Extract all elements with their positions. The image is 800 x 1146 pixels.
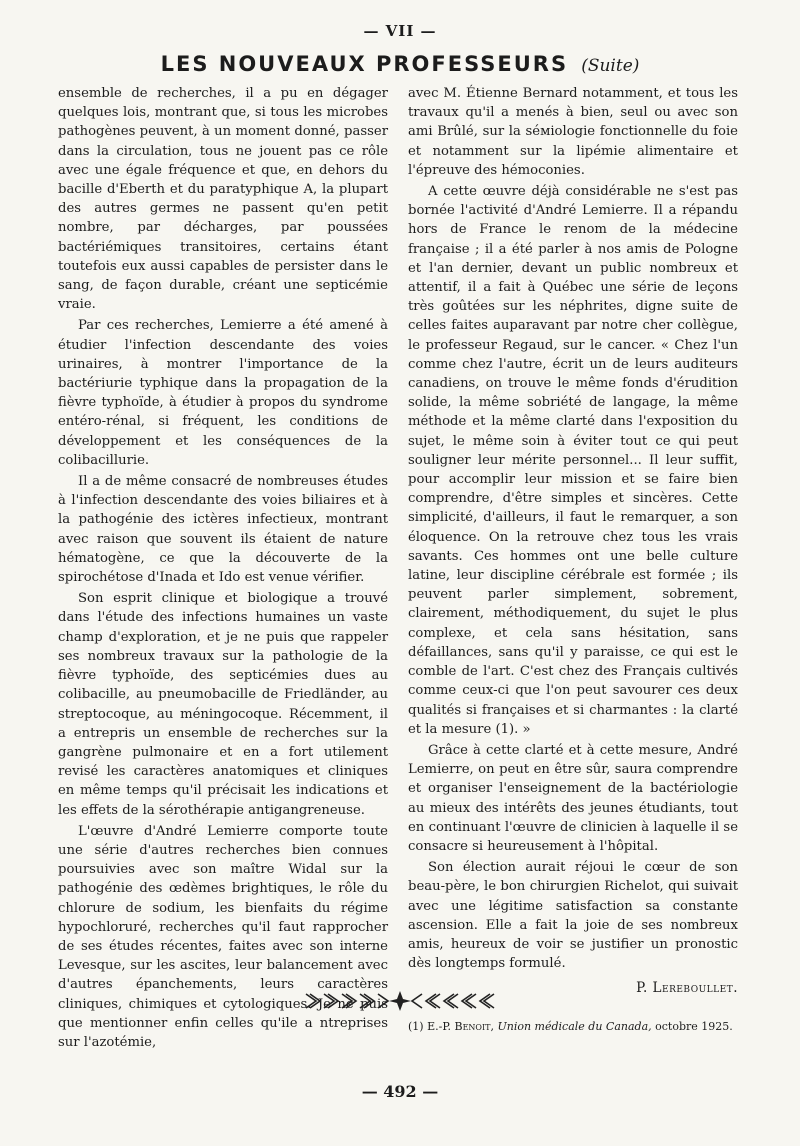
author-signature: P. Lereboullet. xyxy=(636,980,738,997)
article-header xyxy=(0,52,800,76)
left-column xyxy=(58,84,388,1054)
footnote-author: E.-P. Benoit, xyxy=(427,1019,494,1033)
paragraph: Il a de même consacré de nombreuses études à l'infection descendante des voies biliaires et à la pathogénie des ictères infectieux, montrant avec raison que souvent ils étaient de nature hématogène, ce que la découverte de la spirochétose d'Inada et Ido est venue vérifier. xyxy=(58,474,388,586)
footnote-source: Union médicale du Canada, xyxy=(497,1019,652,1033)
paragraph: Son élection aurait réjoui le cœur de son beau-père, le bon chirurgien Richelot, qui suivait avec une légitime satisfaction sa constante ascension. Elle a fait la joie de ses nombreux amis, heureux de voir se justifier un pronostic dès longtemps formulé. xyxy=(408,860,738,972)
article-subtitle: (Suite) xyxy=(581,56,640,76)
paragraph: Son esprit clinique et biologique a trouvé dans l'étude des infections humaines un vaste champ d'exploration, et je ne puis que rappeler ses nombreux travaux sur la pathologie de la fièvre typhoïde, des septicémies dues au colibacille, au pneumobacille de Friedländer, au streptocoque, au méningocoque. Récemment, il a entrepris un ensemble de recherches sur la gangrène pulmonaire et en a fort utilement revisé les caractères anatomiques et cliniques en même temps qu'il précisait les indications et les effets de la sérothérapie antigangreneuse. xyxy=(58,591,388,818)
paragraph: Par ces recherches, Lemierre a été amené à étudier l'infection descendante des voies urinaires, à montrer l'importance de la bactériurie typhique dans la propagation de la fièvre typhoïde, à étudier à propos du syndrome entéro-rénal, si fréquent, les conditions de développement et les conséquences de la colibacillurie. xyxy=(58,318,388,468)
bottom-page-number: — 492 — xyxy=(361,1082,439,1101)
right-column xyxy=(408,84,738,1036)
paragraph: avec M. Étienne Bernard notamment, et tous les travaux qu'il a menés à bien, seul ou avec son ami Brûlé, sur la séміologie fonctionnelle du foie et notamment sur la lipémie alimentaire et l'épreuve des hémoconies. xyxy=(408,86,738,178)
footnote xyxy=(408,1017,738,1036)
footnote-date: octobre 1925. xyxy=(655,1019,733,1033)
paragraph: Grâce à cette clarté et à cette mesure, André Lemierre, on peut en être sûr, saura comprendre et organiser l'enseignement de la bactériologie au mieux des intérêts des jeunes étudiants, tout en continuant l'œuvre de clinicien à laquelle il se consacre si heureusement à l'hôpital. xyxy=(408,742,738,854)
paragraph: A cette œuvre déjà considérable ne s'est pas bornée l'activité d'André Lemierre. Il a répandu hors de France le renom de la médecine française ; il a été parler à nos amis de Pologne et l'an dernier, devant un public nombreux et attentif, il a fait à Québec une série de leçons très goûtées sur les néphrites, digne suite de celles faites auparavant par notre cher collègue, le professeur Regaud, sur le cancer. « Chez l'un comme chez l'autre, écrit un de leurs auditeurs canadiens, on trouve le même fonds d'érudition solide, la même sobriété de langage, la même méthode et la même clarté dans l'exposition du sujet, le même soin à éviter tout ce qui peut souligner leur mérite personnel... Il leur suffit, pour accomplir leur mission et se faire bien comprendre, d'être simples et sincères. Cette simplicité, d'ailleurs, il faut le remarquer, a son éloquence. On la retrouve chez tous les vrais savants. Ces hommes ont une belle culture latine, leur discipline cérébrale est formée ; ils peuvent parler simplement, sobrement, clairement, méthodiquement, du sujet le plus complexe, et cela sans hésitation, sans défaillances, sans qu'il y paraisse, ce qui est le comble de l'art. C'est chez des Français cultivés comme ceux-ci que l'on peut savourer ces deux qualités si françaises et si charmantes : la clarté et la mesure (1). » xyxy=(408,184,738,737)
top-page-number: — VII — xyxy=(363,22,437,40)
article-title: LES NOUVEAUX PROFESSEURS xyxy=(160,52,569,76)
decorative-ornament-icon xyxy=(300,988,500,1014)
paragraph: L'œuvre d'André Lemierre comporte toute une série d'autres recherches bien connues poursuivies avec son maître Widal sur la pathogénie des œdèmes brightiques, le rôle du chlorure de sodium, les bienfaits du régime hypochloruré, recherches qu'il faut rapprocher de ses études récentes, faites avec son interne Levesque, sur les ascites, leur balancement avec d'autres épanchements, leurs caractères cliniques, chimiques et cytologiques. Je ne puis que mentionner enfin celles qu'ile a ntreprises sur l'azotémie, xyxy=(58,823,388,1050)
footnote-marker: (1) xyxy=(408,1019,424,1033)
paragraph: ensemble de recherches, il a pu en dégager quelques lois, montrant que, si tous les microbes pathogènes peuvent, à un moment donné, passer dans la circulation, tous ne jouent pas ce rôle avec une égale fréquence et que, en dehors du bacille d'Eberth et du paratyphique A, la plupart des autres germes ne passent qu'en petit nombre, par décharges, par poussées bactériémiques transitoires, certains étant toutefois eux aussi capables de persister dans le sang, de façon durable, créant une septicémie vraie. xyxy=(58,86,388,313)
